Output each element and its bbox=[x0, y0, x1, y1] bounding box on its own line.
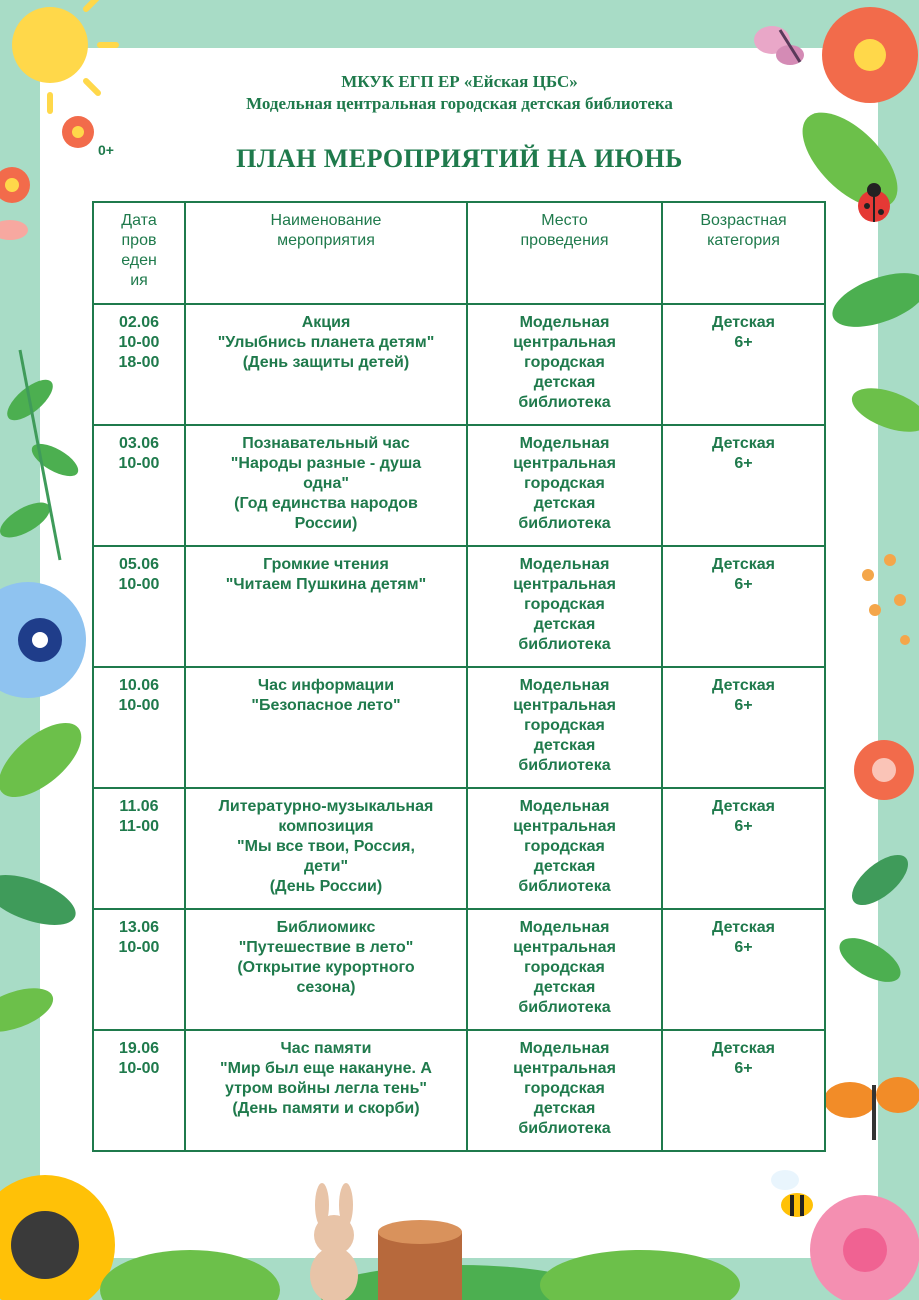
event-category: Детская 6+ bbox=[662, 546, 825, 667]
event-place: Модельная центральная городская детская библиотека bbox=[467, 667, 662, 788]
event-date: 02.06 10-00 18-00 bbox=[93, 304, 185, 425]
event-place: Модельная центральная городская детская библиотека bbox=[467, 304, 662, 425]
table-row bbox=[93, 909, 825, 1030]
event-date: 19.06 10-00 bbox=[93, 1030, 185, 1151]
event-name: Час памяти "Мир был еще накануне. А утром войны легла тень" (День памяти и скорби) bbox=[185, 1030, 467, 1151]
event-category: Детская 6+ bbox=[662, 909, 825, 1030]
column-header-category: Возрастная категория bbox=[662, 202, 825, 304]
event-date: 03.06 10-00 bbox=[93, 425, 185, 546]
table-row bbox=[93, 788, 825, 909]
event-name: Библиомикс "Путешествие в лето" (Открытие курортного сезона) bbox=[185, 909, 467, 1030]
table-row bbox=[93, 1030, 825, 1151]
bunny-icon bbox=[310, 1183, 358, 1300]
event-category: Детская 6+ bbox=[662, 788, 825, 909]
column-header-place: Место проведения bbox=[467, 202, 662, 304]
event-category: Детская 6+ bbox=[662, 1030, 825, 1151]
event-place: Модельная центральная городская детская библиотека bbox=[467, 909, 662, 1030]
table-row bbox=[93, 425, 825, 546]
pink-flower-icon bbox=[810, 1195, 919, 1300]
organization-name: МКУК ЕГП ЕР «Ейская ЦБС» bbox=[341, 72, 578, 91]
event-category: Детская 6+ bbox=[662, 304, 825, 425]
library-name: Модельная центральная городская детская библиотека bbox=[246, 94, 673, 113]
column-header-date: Дата пров еден ия bbox=[93, 202, 185, 304]
event-date: 13.06 10-00 bbox=[93, 909, 185, 1030]
bee-icon bbox=[771, 1170, 813, 1217]
event-date: 05.06 10-00 bbox=[93, 546, 185, 667]
events-table bbox=[92, 201, 826, 1152]
blue-flower-icon bbox=[0, 582, 86, 698]
event-place: Модельная центральная городская детская библиотека bbox=[467, 1030, 662, 1151]
event-name: Час информации "Безопасное лето" bbox=[185, 667, 467, 788]
event-name: Литературно-музыкальная композиция "Мы все твои, Россия, дети" (День России) bbox=[185, 788, 467, 909]
event-date: 11.06 11-00 bbox=[93, 788, 185, 909]
event-name: Акция "Улыбнись планета детям" (День защиты детей) bbox=[185, 304, 467, 425]
event-name: Громкие чтения "Читаем Пушкина детям" bbox=[185, 546, 467, 667]
column-header-event: Наименование мероприятия bbox=[185, 202, 467, 304]
table-row bbox=[93, 304, 825, 425]
age-rating-badge: 0+ bbox=[98, 142, 114, 158]
orange-butterfly-icon bbox=[824, 1077, 919, 1140]
tree-stump-icon bbox=[378, 1220, 462, 1300]
table-row bbox=[93, 546, 825, 667]
event-date: 10.06 10-00 bbox=[93, 667, 185, 788]
event-category: Детская 6+ bbox=[662, 667, 825, 788]
event-name: Познавательный час "Народы разные - душа одна" (Год единства народов России) bbox=[185, 425, 467, 546]
event-category: Детская 6+ bbox=[662, 425, 825, 546]
sunflower-icon bbox=[0, 1175, 115, 1300]
table-row bbox=[93, 667, 825, 788]
orange-flower-icon bbox=[854, 740, 914, 800]
event-place: Модельная центральная городская детская библиотека bbox=[467, 546, 662, 667]
table-header-row bbox=[93, 202, 825, 304]
page-title: ПЛАН МЕРОПРИЯТИЙ НА ИЮНЬ bbox=[236, 144, 683, 173]
event-place: Модельная центральная городская детская библиотека bbox=[467, 788, 662, 909]
event-place: Модельная центральная городская детская библиотека bbox=[467, 425, 662, 546]
butterfly-icon bbox=[754, 26, 804, 65]
